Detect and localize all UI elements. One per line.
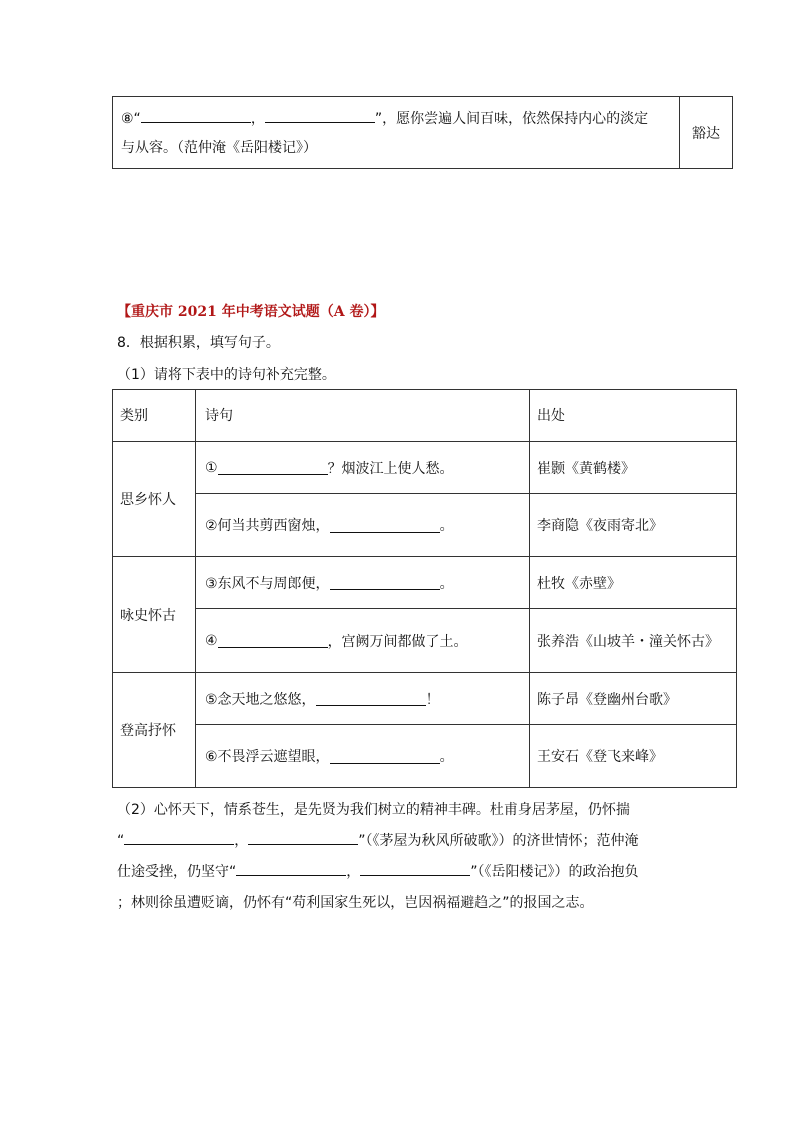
blank-line[interactable] <box>124 830 234 845</box>
poem-text: ③东风不与周郎便， <box>205 575 330 592</box>
blank-line[interactable] <box>248 830 358 845</box>
source-cell: 王安石《登飞来峰》 <box>537 749 663 765</box>
subquestion-2-paragraph <box>117 795 737 919</box>
table-divider <box>529 389 530 788</box>
blank-line[interactable] <box>330 575 440 590</box>
paragraph-text: ”（《岳阳楼记》）的政治抱负 <box>470 864 639 880</box>
poem-text: ②何当共剪西窗烛， <box>205 518 330 534</box>
source-cell: 张养浩《山坡羊・潼关怀古》 <box>537 633 719 650</box>
poem-text: ！ <box>425 691 440 708</box>
table-border <box>112 787 737 788</box>
header-poem: 诗句 <box>205 408 233 424</box>
blank-line[interactable] <box>360 861 470 876</box>
category-cell: 思乡怀人 <box>120 492 176 508</box>
poem-text: ⑤念天地之悠悠， <box>205 691 316 708</box>
table-border <box>112 389 113 788</box>
paragraph-text: “ <box>117 833 125 849</box>
blank-line[interactable] <box>265 108 375 123</box>
top-table-line-1 <box>121 105 673 134</box>
poem-table <box>112 389 737 788</box>
blank-line[interactable] <box>141 108 251 123</box>
top-table-line-2: 与从容。（范仲淹《岳阳楼记》） <box>121 140 317 156</box>
poem-text: ⑥不畏浮云遮望眼， <box>205 749 330 765</box>
poem-cell <box>205 557 454 608</box>
paragraph-text: ， <box>234 833 249 849</box>
paragraph-text: ”（《茅屋为秋风所破歌》）的济世情怀；范仲淹 <box>358 833 639 849</box>
poem-text: 。 <box>439 518 454 534</box>
poem-cell <box>205 673 440 724</box>
top-text-c: ”，愿你尝遍人间百味，依然保持内心的淡定 <box>374 111 649 127</box>
paragraph-line: ；林则徐虽遭贬谪，仍怀有“苟利国家生死以，岂因祸福避趋之”的报国之志。 <box>117 895 594 911</box>
source-cell: 崔颢《黄鹤楼》 <box>537 460 635 477</box>
blank-line[interactable] <box>330 518 440 533</box>
poem-text: 。 <box>439 575 454 592</box>
poem-cell <box>205 494 454 556</box>
paragraph-line <box>117 857 737 888</box>
top-text-b: ， <box>250 111 265 127</box>
poem-text: 。 <box>439 749 454 765</box>
top-table <box>112 96 733 169</box>
poem-text: ① <box>205 459 218 476</box>
poem-cell <box>205 609 468 672</box>
source-cell: 李商隐《夜雨寄北》 <box>537 518 663 534</box>
header-category: 类别 <box>120 408 148 424</box>
poem-cell <box>205 725 454 787</box>
blank-line[interactable] <box>330 749 440 764</box>
table-divider <box>195 389 196 788</box>
blank-line[interactable] <box>218 460 328 475</box>
blank-line[interactable] <box>316 691 426 706</box>
poem-cell <box>205 442 454 493</box>
category-cell: 咏史怀古 <box>120 607 176 624</box>
subquestion-1: （1）请将下表中的诗句补充完整。 <box>117 367 336 383</box>
source-cell: 杜牧《赤壁》 <box>537 575 621 592</box>
source-cell: 陈子昂《登幽州台歌》 <box>537 691 677 708</box>
paragraph-text: 仕途受挫，仍坚守“ <box>117 864 237 880</box>
category-cell: 登高抒怀 <box>120 723 176 739</box>
top-table-side-cell: 豁达 <box>692 125 720 142</box>
header-source: 出处 <box>537 408 565 424</box>
blank-line[interactable] <box>218 633 328 648</box>
question-text: 8．根据积累，填写句子。 <box>117 335 280 351</box>
section-title: 【重庆市 2021 年中考语文试题（A 卷）】 <box>117 304 385 320</box>
top-table-main-cell <box>113 97 680 168</box>
paragraph-text: ， <box>346 864 361 880</box>
poem-text: ？烟波江上使人愁。 <box>327 460 454 477</box>
paragraph-line <box>117 826 737 857</box>
top-text-a: ⑧“ <box>121 111 141 127</box>
poem-text: ，宫阙万间都做了土。 <box>327 633 468 650</box>
blank-line[interactable] <box>236 861 346 876</box>
paragraph-line: （2）心怀天下，情系苍生，是先贤为我们树立的精神丰碑。杜甫身居茅屋，仍怀揣 <box>117 802 630 818</box>
poem-text: ④ <box>205 632 218 649</box>
table-border <box>736 389 737 788</box>
